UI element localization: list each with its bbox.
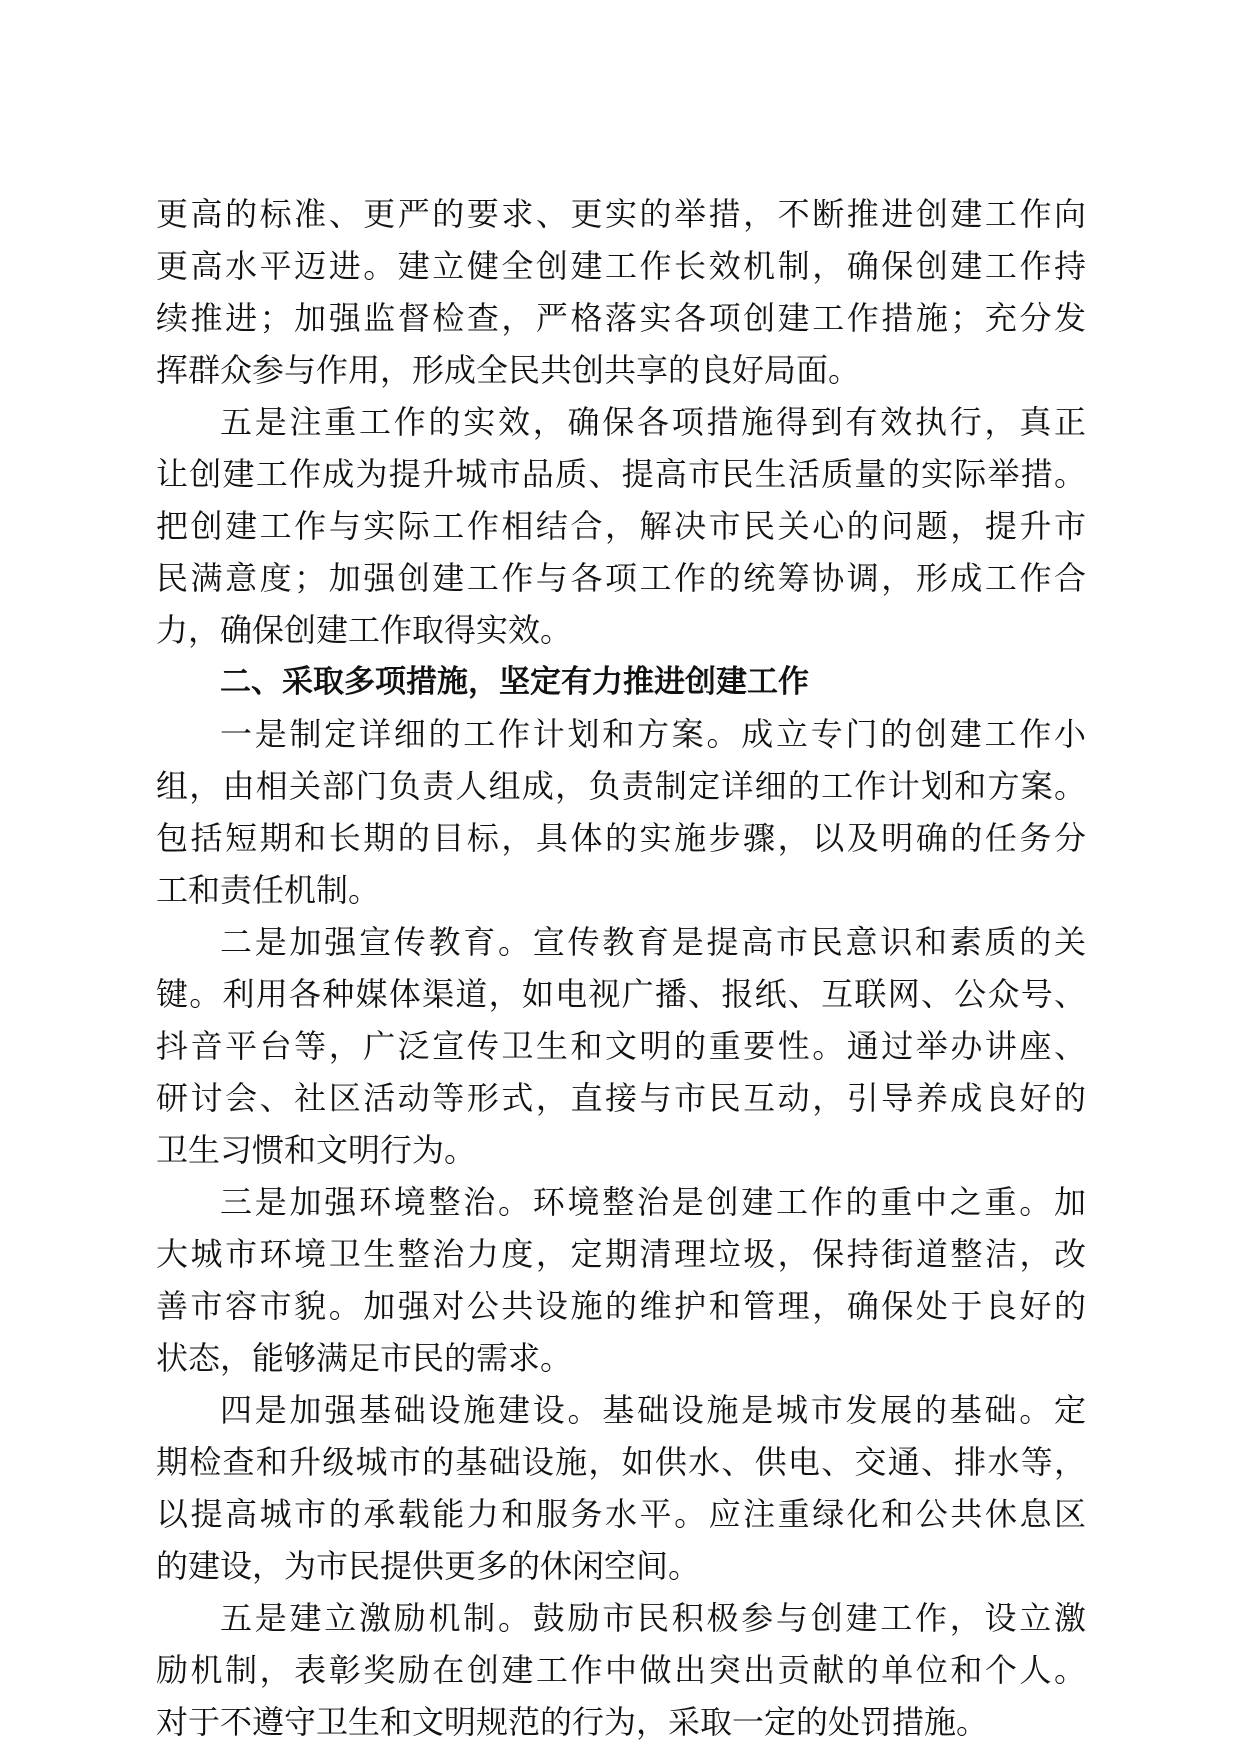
text-line: 励机制，表彰奖励在创建工作中做出突出贡献的单位和个人。: [156, 1651, 1086, 1689]
paragraph-infrastructure: [156, 1384, 1086, 1592]
paragraph-continuation: [156, 188, 1086, 396]
text-line: 包括短期和长期的目标，具体的实施步骤，以及明确的任务分: [156, 819, 1086, 857]
text-line: 状态，能够满足市民的需求。: [156, 1339, 573, 1377]
text-line: 期检查和升级城市的基础设施，如供水、供电、交通、排水等，: [156, 1443, 1086, 1481]
text-line: 续推进；加强监督检查，严格落实各项创建工作措施；充分发: [156, 299, 1086, 337]
text-line: 五是注重工作的实效，确保各项措施得到有效执行，真正: [220, 403, 1086, 441]
paragraph-publicity: [156, 916, 1086, 1176]
text-line: 工和责任机制。: [156, 871, 381, 909]
text-line: 的建设，为市民提供更多的休闲空间。: [156, 1547, 701, 1585]
text-line: 大城市环境卫生整治力度，定期清理垃圾，保持街道整洁，改: [156, 1235, 1086, 1273]
heading-text: 二、采取多项措施，坚定有力推进创建工作: [220, 664, 809, 700]
text-line: 研讨会、社区活动等形式，直接与市民互动，引导养成良好的: [156, 1079, 1086, 1117]
text-line: 卫生习惯和文明行为。: [156, 1131, 477, 1169]
text-line: 把创建工作与实际工作相结合，解决市民关心的问题，提升市: [156, 507, 1086, 545]
text-line: 让创建工作成为提升城市品质、提高市民生活质量的实际举措。: [156, 455, 1086, 493]
text-line: 力，确保创建工作取得实效。: [156, 611, 573, 649]
paragraph-work-plan: [156, 708, 1086, 916]
text-line: 二是加强宣传教育。宣传教育是提高市民意识和素质的关: [220, 923, 1086, 961]
section-heading: [156, 656, 1086, 708]
text-line: 五是建立激励机制。鼓励市民积极参与创建工作，设立激: [220, 1599, 1086, 1637]
text-line: 组，由相关部门负责人组成，负责制定详细的工作计划和方案。: [156, 767, 1086, 805]
text-line: 以提高城市的承载能力和服务水平。应注重绿化和公共休息区: [156, 1495, 1086, 1533]
paragraph-environment: [156, 1176, 1086, 1384]
paragraph-incentives: [156, 1592, 1086, 1748]
text-line: 挥群众参与作用，形成全民共创共享的良好局面。: [156, 351, 861, 389]
text-line: 对于不遵守卫生和文明规范的行为，采取一定的处罚措施。: [156, 1703, 989, 1741]
text-line: 抖音平台等，广泛宣传卫生和文明的重要性。通过举办讲座、: [156, 1027, 1086, 1065]
text-line: 民满意度；加强创建工作与各项工作的统筹协调，形成工作合: [156, 559, 1086, 597]
text-line: 四是加强基础设施建设。基础设施是城市发展的基础。定: [220, 1391, 1086, 1429]
document-body: [156, 188, 1086, 1748]
text-line: 一是制定详细的工作计划和方案。成立专门的创建工作小: [220, 715, 1086, 753]
text-line: 更高的标准、更严的要求、更实的举措，不断推进创建工作向: [156, 195, 1086, 233]
text-line: 键。利用各种媒体渠道，如电视广播、报纸、互联网、公众号、: [156, 975, 1086, 1013]
paragraph-effectiveness: [156, 396, 1086, 656]
text-line: 善市容市貌。加强对公共设施的维护和管理，确保处于良好的: [156, 1287, 1086, 1325]
text-line: 三是加强环境整治。环境整治是创建工作的重中之重。加: [220, 1183, 1086, 1221]
text-line: 更高水平迈进。建立健全创建工作长效机制，确保创建工作持: [156, 247, 1086, 285]
